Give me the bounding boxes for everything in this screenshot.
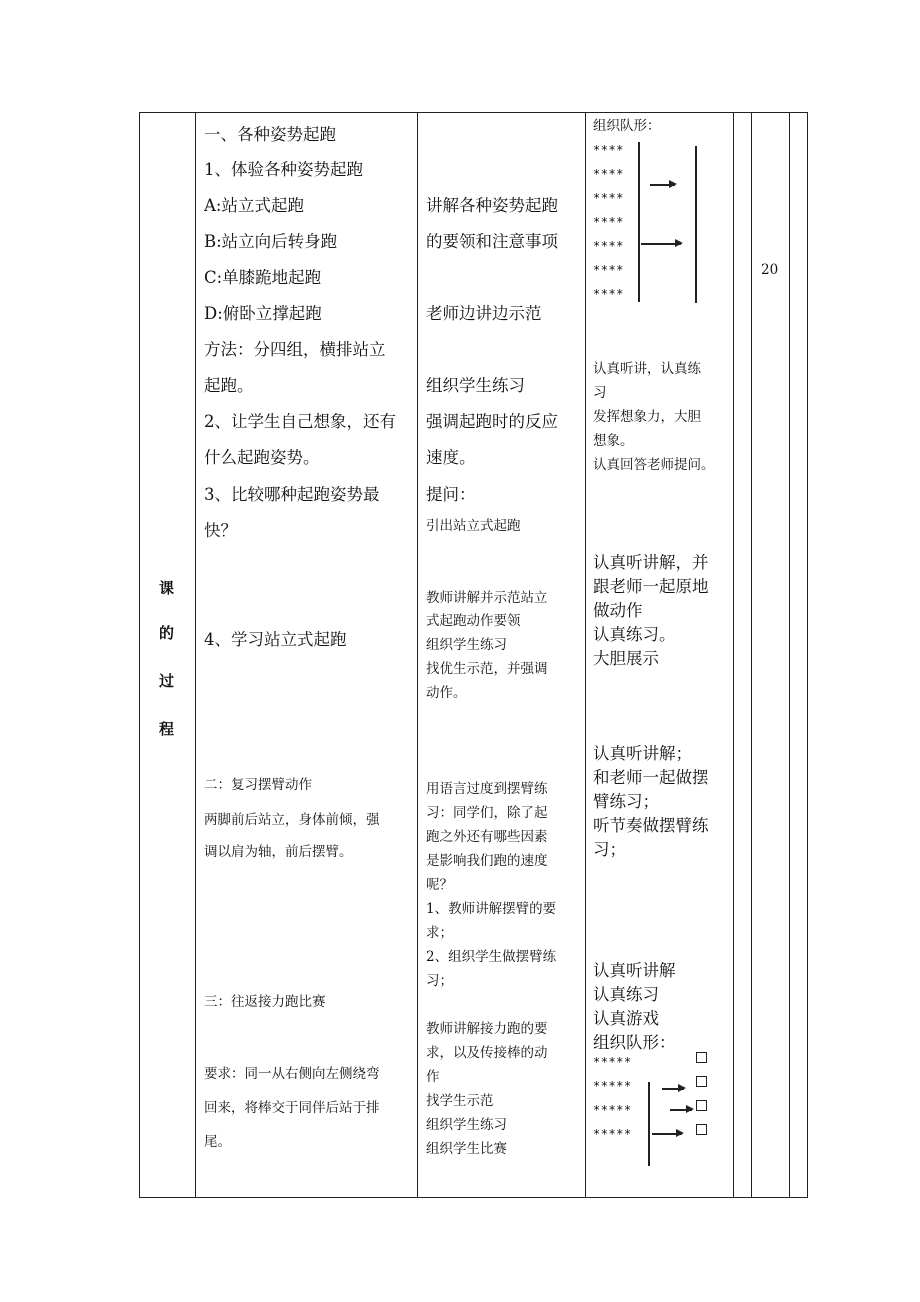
- student-line: 习；: [593, 840, 626, 859]
- student-row: ****: [593, 167, 624, 181]
- column-divider: [789, 112, 790, 1198]
- teacher-line: 组织学生比赛: [426, 1141, 507, 1157]
- section-label-char: 过: [159, 672, 175, 690]
- teacher-line: 教师讲解接力跑的要: [426, 1021, 548, 1037]
- student-line: 认真练习: [593, 985, 659, 1004]
- student-row: ****: [593, 215, 624, 229]
- student-line: 臂练习；: [593, 792, 659, 811]
- cone-box-icon: [696, 1124, 707, 1135]
- section-label-char: 课: [159, 579, 175, 597]
- teacher-line: 提问：: [426, 485, 476, 504]
- teacher-line: 是影响我们跑的速度: [426, 853, 548, 869]
- arrow-right-icon: [662, 1088, 684, 1090]
- formation-label: 组织队形：: [593, 118, 661, 134]
- column-divider: [733, 112, 734, 1198]
- teacher-line: 作: [426, 1069, 440, 1085]
- finish-line: [695, 146, 697, 303]
- teacher-line: 讲解各种姿势起跑: [426, 196, 558, 215]
- student-line: 认真听讲，认真练: [593, 361, 701, 377]
- student-line: 认真游戏: [593, 1009, 659, 1028]
- duration-minutes: 20: [761, 262, 779, 278]
- teacher-line: 2、组织学生做摆臂练: [426, 949, 557, 965]
- student-row: *****: [593, 1079, 632, 1093]
- teacher-line: 1、教师讲解摆臂的要: [426, 901, 557, 917]
- column-divider: [417, 112, 418, 1198]
- content-line: 二：复习摆臂动作: [204, 777, 312, 793]
- student-line: 习: [593, 385, 607, 401]
- teacher-line: 的要领和注意事项: [426, 232, 558, 251]
- student-line: 和老师一起做摆: [593, 768, 709, 787]
- content-line: 1、体验各种姿势起跑: [204, 160, 363, 179]
- student-line: 认真回答老师提问。: [593, 457, 715, 473]
- content-line: 两脚前后站立，身体前倾，强: [204, 812, 380, 828]
- content-line: 尾。: [204, 1134, 231, 1150]
- arrow-right-icon: [670, 1109, 692, 1111]
- student-line: 认真听讲解；: [593, 744, 692, 763]
- content-line: 起跑。: [204, 376, 254, 395]
- student-line: 认真听讲解: [593, 961, 676, 980]
- content-line: 三：往返接力跑比赛: [204, 994, 326, 1010]
- student-line: 大胆展示: [593, 649, 659, 668]
- content-line: 4、学习站立式起跑: [204, 630, 347, 649]
- teacher-line: 习；: [426, 973, 453, 989]
- teacher-line: 找学生示范: [426, 1093, 494, 1109]
- section-label-char: 程: [159, 720, 175, 738]
- student-row: *****: [593, 1103, 632, 1117]
- teacher-line: 老师边讲边示范: [426, 304, 542, 323]
- student-line: 发挥想象力，大胆: [593, 409, 701, 425]
- start-line: [638, 142, 640, 302]
- arrow-right-icon: [652, 1133, 682, 1135]
- student-line: 做动作: [593, 601, 643, 620]
- content-line: 一、各种姿势起跑: [204, 125, 336, 144]
- teacher-line: 跑之外还有哪些因素: [426, 829, 548, 845]
- content-line: 快？: [204, 521, 237, 540]
- student-row: ****: [593, 239, 624, 253]
- teacher-line: 动作。: [426, 685, 467, 701]
- content-line: 什么起跑姿势。: [204, 448, 320, 467]
- teacher-line: 呢？: [426, 877, 453, 893]
- student-row: *****: [593, 1127, 632, 1141]
- student-row: ****: [593, 287, 624, 301]
- content-line: 3、比较哪种起跑姿势最: [204, 485, 380, 504]
- arrow-right-icon: [650, 184, 675, 186]
- student-line: 认真听讲解，并: [593, 553, 709, 572]
- content-line: 2、让学生自己想象，还有: [204, 412, 396, 431]
- student-line: 想象。: [593, 433, 634, 449]
- content-line: 方法：分四组，横排站立: [204, 340, 386, 359]
- content-line: A:站立式起跑: [204, 196, 304, 215]
- teacher-line: 用语言过度到摆臂练: [426, 781, 548, 797]
- teacher-line: 引出站立式起跑: [426, 518, 521, 534]
- content-line: 回来，将棒交于同伴后站于排: [204, 1100, 380, 1116]
- cone-box-icon: [696, 1100, 707, 1111]
- cone-box-icon: [696, 1052, 707, 1063]
- content-line: 调以肩为轴，前后摆臂。: [204, 844, 353, 860]
- teacher-line: 教师讲解并示范站立: [426, 590, 548, 606]
- student-line: 认真练习。: [593, 625, 676, 644]
- teacher-line: 式起跑动作要领: [426, 613, 521, 629]
- content-line: C:单膝跪地起跑: [204, 268, 322, 287]
- student-line: 跟老师一起原地: [593, 577, 709, 596]
- formation-label: 组织队形：: [593, 1033, 676, 1052]
- teacher-line: 习：同学们，除了起: [426, 805, 548, 821]
- start-line: [648, 1082, 650, 1166]
- student-line: 听节奏做摆臂练: [593, 816, 709, 835]
- section-label-char: 的: [159, 624, 175, 642]
- cone-box-icon: [696, 1076, 707, 1087]
- student-row: ****: [593, 143, 624, 157]
- arrow-right-icon: [641, 243, 681, 245]
- content-line: 要求：同一从右侧向左侧绕弯: [204, 1066, 380, 1082]
- teacher-line: 组织学生练习: [426, 376, 525, 395]
- column-divider: [751, 112, 752, 1198]
- student-row: ****: [593, 263, 624, 277]
- student-row: *****: [593, 1055, 632, 1069]
- content-line: B:站立向后转身跑: [204, 232, 338, 251]
- teacher-line: 求，以及传接棒的动: [426, 1045, 548, 1061]
- teacher-line: 找优生示范，并强调: [426, 661, 548, 677]
- teacher-line: 强调起跑时的反应: [426, 412, 558, 431]
- student-row: ****: [593, 191, 624, 205]
- content-line: D:俯卧立撑起跑: [204, 304, 322, 323]
- teacher-line: 组织学生练习: [426, 637, 507, 653]
- teacher-line: 速度。: [426, 448, 476, 467]
- column-divider: [195, 112, 196, 1198]
- column-divider: [585, 112, 586, 1198]
- teacher-line: 组织学生练习: [426, 1117, 507, 1133]
- teacher-line: 求；: [426, 925, 453, 941]
